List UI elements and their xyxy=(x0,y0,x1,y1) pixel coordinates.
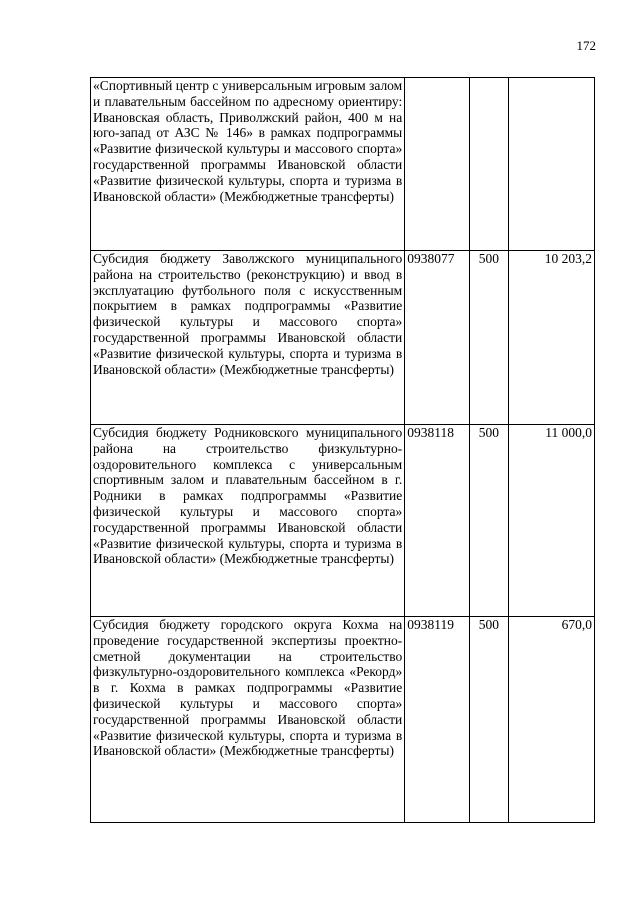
amount-cell xyxy=(509,78,595,251)
description-cell: Субсидия бюджету Родниковского муниципального района на строительство физкультурно-оздоровительного комплекса с универсальным спортивным залом и плавательным бассейном в г. Родники в рамках подпрограммы «Развитие физической культуры и массового спорта» государственной программы Ивановской области «Развитие физической культуры, спорта и туризма в Ивановской области» (Межбюджетные трансферты) xyxy=(91,425,405,617)
expense-type-cell: 500 xyxy=(469,425,509,617)
code-cell: 0938118 xyxy=(405,425,469,617)
page-number: 172 xyxy=(576,38,596,53)
code-cell: 0938119 xyxy=(405,617,469,823)
code-cell xyxy=(405,78,469,251)
code-cell: 0938077 xyxy=(405,251,469,425)
description-cell: Субсидия бюджету городского округа Кохма на проведение государственной экспертизы проектно-сметной документации на строительство физкультурно-оздоровительного комплекса «Рекорд» в г. Кохма в рамках подпрограммы «Развитие физической культуры и массового спорта» государственной программы Ивановской области «Развитие физической культуры, спорта и туризма в Ивановской области» (Межбюджетные трансферты) xyxy=(91,617,405,823)
amount-cell: 11 000,0 xyxy=(509,425,595,617)
expense-type-cell: 500 xyxy=(469,251,509,425)
expense-type-cell: 500 xyxy=(469,617,509,823)
table-row xyxy=(91,617,595,823)
amount-cell: 670,0 xyxy=(509,617,595,823)
description-cell: «Спортивный центр с универсальным игровым залом и плавательным бассейном по адресному ориентиру: Ивановская область, Приволжский район, 400 м на юго-запад от АЗС № 146» в рамках подпрограммы «Развитие физической культуры и массового спорта» государственной программы Ивановской области «Развитие физической культуры, спорта и туризма в Ивановской области» (Межбюджетные трансферты) xyxy=(91,78,405,251)
description-cell: Субсидия бюджету Заволжского муниципального района на строительство (реконструкцию) и ввод в эксплуатацию футбольного поля с искусственным покрытием в рамках подпрограммы «Развитие физической культуры и массового спорта» государственной программы Ивановской области «Развитие физической культуры, спорта и туризма в Ивановской области» (Межбюджетные трансферты) xyxy=(91,251,405,425)
expense-type-cell xyxy=(469,78,509,251)
amount-cell: 10 203,2 xyxy=(509,251,595,425)
budget-table xyxy=(90,77,595,823)
table-row xyxy=(91,78,595,251)
table-row xyxy=(91,251,595,425)
table-row xyxy=(91,425,595,617)
